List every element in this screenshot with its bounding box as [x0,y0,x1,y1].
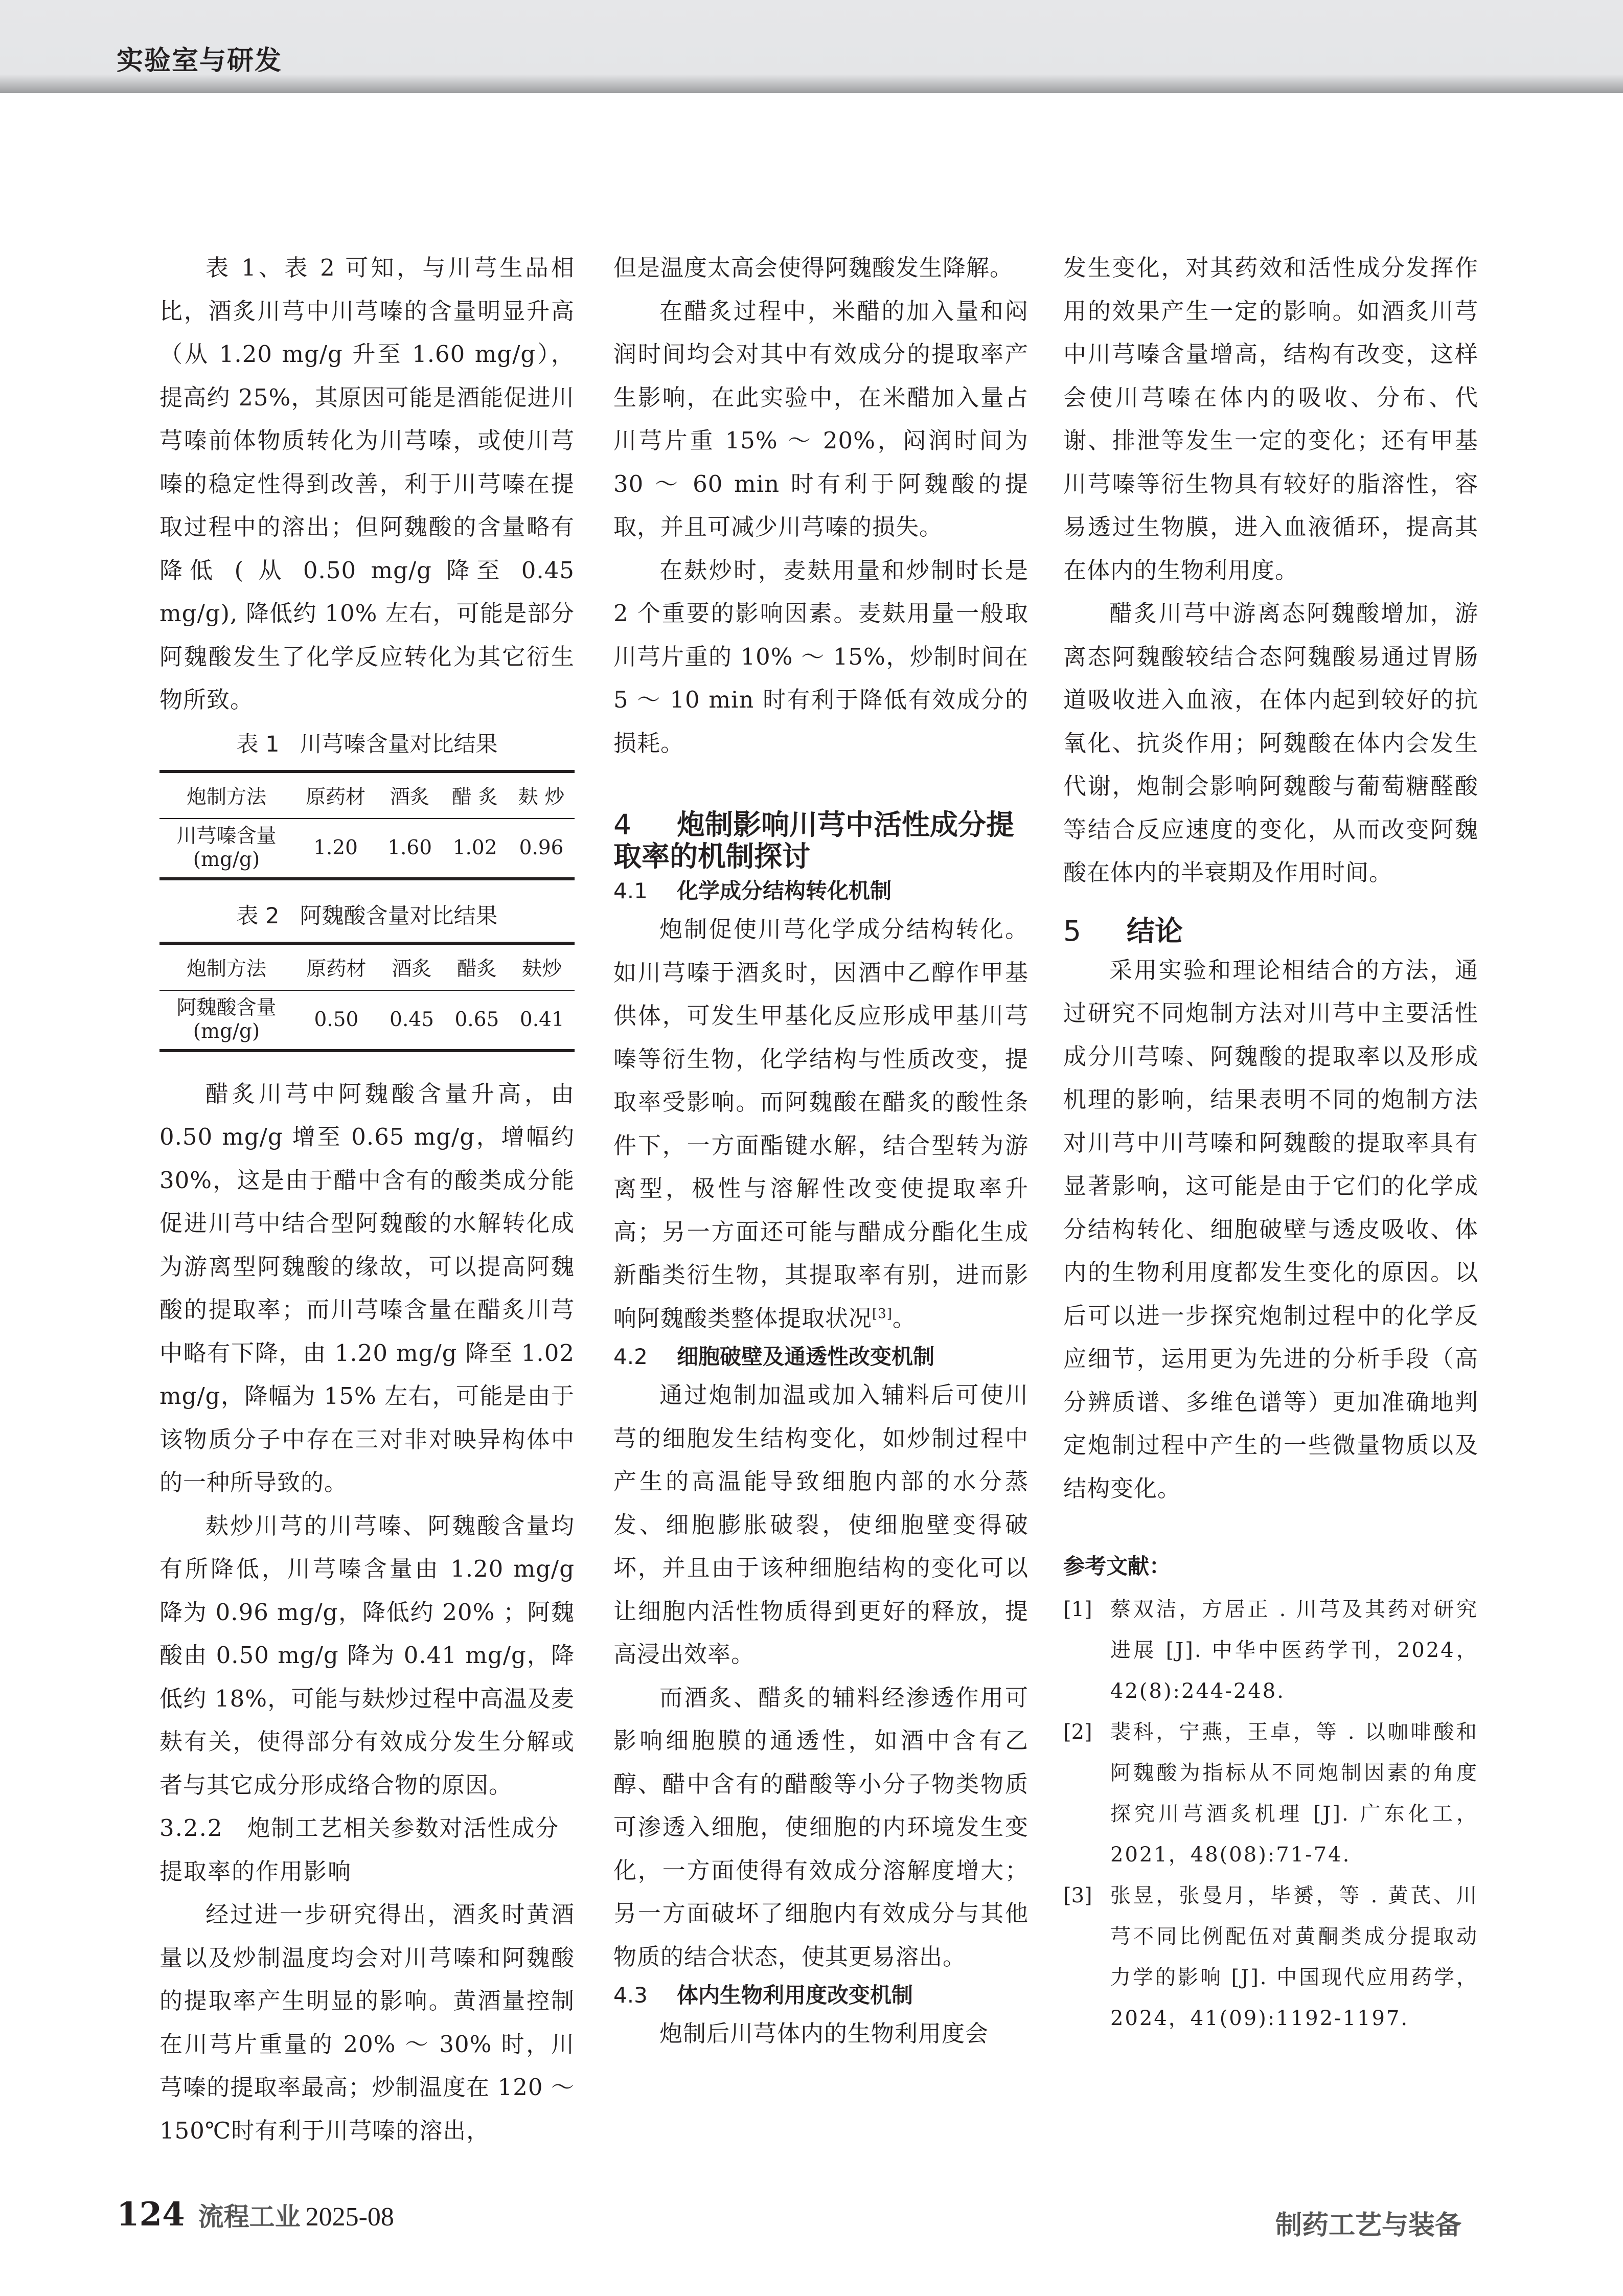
table2-caption [159,901,575,931]
reference-number: [2] [1063,1720,1092,1744]
table2-cell-vinegar: 0.65 [454,1008,499,1031]
page-header-band [0,0,1623,93]
references-list [1063,1589,1478,2039]
section-heading-5 [1063,915,1478,947]
page-number: 124 [117,2195,185,2234]
paragraph-free-ferulic-acid: 醋炙川芎中游离态阿魏酸增加，游离态阿魏酸较结合态阿魏酸易通过胃肠道吸收进入血液，在体内起到较好的抗氧化、抗炎作用；阿魏酸在体内会发生代谢，炮制会影响阿魏酸与葡萄糖醛酸等结合反应速度的变化，从而改变阿魏酸在体内的半衰期及作用时间。 [1063,600,1478,886]
paragraph-bran-analysis: 麸炒川芎的川芎嗪、阿魏酸含量均有所降低，川芎嗪含量由 1.20 mg/g 降为 0.96 mg/g，降低约 20% ；阿魏酸由 0.50 mg/g 降为 0.41 mg/g，降低约 18%，可能与麸炒过程中高温及麦麸有关，使得部分有效成分发生分解或者与其它成分形成络合物的原因。 [159,1512,575,1799]
paragraph-temperature-note: 但是温度太高会使得阿魏酸发生降解。 [613,254,1014,281]
paragraph-permeability: 而酒炙、醋炙的辅料经渗透作用可影响细胞膜的通透性，如酒中含有乙醇、醋中含有的醋酸等小分子物类物质可渗透入细胞，使细胞的内环境发生变化，一方面使得有效成分溶解度增大；另一方面破坏了细胞内有效成分与其他物质的结合状态，使其更易溶出。 [613,1684,1028,1970]
table1-cell-bran: 0.96 [519,836,564,859]
table1-header-bran: 麸 炒 [518,785,565,809]
issue-date: 2025-08 [305,2202,394,2232]
paragraph-table-analysis: 表 1、表 2 可知，与川芎生品相比，酒炙川芎中川芎嗪的含量明显升高（从 1.20 mg/g 升至 1.60 mg/g），提高约 25%，其原因可能是酒能促进川芎嗪前体物质转化为川芎嗪，或使川芎嗪的稳定性得到改善，利于川芎嗪在提取过程中的溶出；但阿魏酸的含量略有降低 ( 从 0.50 mg/g 降至 0.45 mg/g), 降低约 10% 左右，可能是部分阿魏酸发生了化学反应转化为其它衍生物所致。 [159,254,575,713]
table2-header-vinegar: 醋炙 [456,957,497,981]
table1-cell-raw: 1.20 [313,836,358,859]
section-4-title: 炮制影响川芎中活性成分提取率的机制探讨 [613,808,1015,873]
paragraph-structure-transformation [613,908,1028,1340]
reference-item [1063,1875,1478,2039]
paragraph-bioavailability-start: 炮制后川芎体内的生物利用度会 [659,2020,989,2047]
citation-3[interactable]: [3] [872,1306,893,1322]
table1-header-vinegar: 醋 炙 [451,785,498,809]
table1-header-wine: 酒炙 [390,785,430,809]
table1-cell-wine: 1.60 [387,836,432,859]
table1-header-row [159,771,575,819]
right-column [1063,246,1478,2039]
table1-row-label-unit: (mg/g) [193,848,260,871]
table2-header-row [159,943,575,990]
table2-caption-title: 阿魏酸含量对比结果 [300,903,498,929]
page-footer-left [117,2195,394,2234]
table2-header-raw: 原药材 [306,957,367,981]
reference-text: 张昱，张曼月，毕赟，等 . 黄芪、川芎不同比例配伍对黄酮类成分提取动力学的影响 [J]. 中国现代应用药学，2024，41(09):1192-1197. [1110,1884,1478,2030]
table1-caption-number: 表 1 [236,731,280,757]
references-heading: 参考文献： [1063,1554,1171,1579]
subsection-4-2-number: 4.2 [613,1344,648,1369]
table1-header-raw: 原药材 [306,785,366,809]
table1-caption-title: 川芎嗪含量对比结果 [300,731,498,757]
paragraph-structure-end: 。 [892,1304,916,1332]
table1-caption [159,729,575,760]
paragraph-vinegar-process: 在醋炙过程中，米醋的加入量和闷润时间均会对其中有效成分的提取率产生影响，在此实验中，在米醋加入量占川芎片重 15% ～ 20%，闷润时间为 30 ～ 60 min 时有利于阿魏酸的提取，并且可减少川芎嗪的损失。 [613,297,1028,540]
table2-ferulic-acid [159,942,575,1052]
paragraph-bioavailability-cont: 发生变化，对其药效和活性成分发挥作用的效果产生一定的影响。如酒炙川芎中川芎嗪含量增高，结构有改变，这样会使川芎嗪在体内的吸收、分布、代谢、排泄等发生一定的变化；还有甲基川芎嗪等衍生物具有较好的脂溶性，容易透过生物膜，进入血液循环，提高其在体内的生物利用度。 [1063,254,1478,584]
column-name: 制药工艺与装备 [1275,2210,1462,2241]
paragraph-bran-process: 在麸炒时，麦麸用量和炒制时长是 2 个重要的影响因素。麦麸用量一般取川芎片重的 10% ～ 15%，炒制时间在 5 ～ 10 min 时有利于降低有效成分的损耗。 [613,556,1028,757]
subsection-4-1-number: 4.1 [613,878,648,903]
table2-caption-number: 表 2 [236,903,280,929]
paragraph-structure-text: 炮制促使川芎化学成分结构转化。如川芎嗪于酒炙时，因酒中乙醇作甲基供体，可发生甲基化反应形成甲基川芎嗪等衍生物，化学结构与性质改变，提取率受影响。而阿魏酸在醋炙的酸性条件下，一方面酯键水解，结合型转为游离型，极性与溶解性改变使提取率升高；另一方面还可能与醋成分酯化生成新酯类衍生物，其提取率有别，进而影响阿魏酸类整体提取状况 [613,916,1028,1332]
table1-row [159,819,575,879]
table1-header-method: 炮制方法 [186,785,266,809]
table1-row-label-name: 川芎嗪含量 [176,824,277,848]
left-column [159,246,575,2152]
section-heading-4 [613,809,1028,872]
subsection-4-1-title: 化学成分结构转化机制 [677,878,892,903]
subsection-heading-3-2-2: 3.2.2 炮制工艺相关参数对活性成分提取率的作用影响 [159,1814,560,1885]
table1-ligustrazine [159,770,575,880]
paragraph-conclusion: 采用实验和理论相结合的方法，通过研究不同炮制方法对川芎中主要活性成分川芎嗪、阿魏酸的提取率以及形成机理的影响，结果表明不同的炮制方法对川芎中川芎嗪和阿魏酸的提取率具有显著影响，这可能是由于它们的化学成分结构转化、细胞破壁与透皮吸收、体内的生物利用度都发生变化的原因。以后可以进一步探究炮制过程中的化学反应细节，运用更为先进的分析手段（高分辨质谱、多维色谱等）更加准确地判定炮制过程中产生的一些微量物质以及结构变化。 [1063,956,1478,1502]
paragraph-vinegar-analysis: 醋炙川芎中阿魏酸含量升高，由 0.50 mg/g 增至 0.65 mg/g，增幅约 30%，这是由于醋中含有的酸类成分能促进川芎中结合型阿魏酸的水解转化成为游离型阿魏酸的缘故，可以提高阿魏酸的提取率；而川芎嗪含量在醋炙川芎中略有下降，由 1.20 mg/g 降至 1.02 mg/g，降幅为 15% 左右，可能是由于该物质分子中存在三对非对映异构体中的一种所导致的。 [159,1080,575,1496]
paragraph-process-parameters: 经过进一步研究得出，酒炙时黄酒量以及炒制温度均会对川芎嗪和阿魏酸的提取率产生明显的影响。黄酒量控制在川芎片重量的 20% ～ 30% 时，川芎嗪的提取率最高；炒制温度在 120 ～ 150℃时有利于川芎嗪的溶出， [159,1901,575,2144]
subsection-heading-4-3 [613,1979,1028,2012]
table2-header-bran: 麸炒 [522,957,562,981]
table2-cell-wine: 0.45 [390,1008,434,1031]
table2-cell-raw: 0.50 [314,1008,359,1031]
table2-row [159,990,575,1051]
table2-row-label [159,990,293,1051]
table2-row-label-name: 阿魏酸含量 [176,996,277,1019]
section-5-title: 结论 [1127,914,1183,947]
reference-item [1063,1589,1478,1712]
reference-number: [3] [1063,1884,1092,1907]
section-5-number: 5 [1063,914,1081,947]
journal-name: 流程工业 [198,2201,301,2232]
table2-cell-bran: 0.41 [519,1008,564,1031]
reference-number: [1] [1063,1598,1092,1621]
subsection-heading-4-2 [613,1340,1028,1374]
reference-item [1063,1712,1478,1875]
paragraph-cell-wall: 通过炮制加温或加入辅料后可使川芎的细胞发生结构变化，如炒制过程中产生的高温能导致细胞内部的水分蒸发、细胞膨胀破裂，使细胞壁变得破坏，并且由于该种细胞结构的变化可以让细胞内活性物质得到更好的释放，提高浸出效率。 [613,1381,1028,1668]
table2-header-method: 炮制方法 [186,957,266,981]
table1-row-label [159,819,293,879]
subsection-4-3-title: 体内生物利用度改变机制 [677,1983,913,2008]
reference-text: 蔡双洁，方居正 . 川芎及其药对研究进展 [J]. 中华中医药学刊，2024，42(8):244-248. [1110,1598,1478,1703]
middle-column [613,246,1028,2056]
reference-text: 裴科，宁燕，王卓，等 . 以咖啡酸和阿魏酸为指标从不同炮制因素的角度探究川芎酒炙机理 [J]. 广东化工，2021，48(08):71-74. [1110,1720,1478,1867]
subsection-4-2-title: 细胞破壁及通透性改变机制 [677,1344,935,1369]
table1-cell-vinegar: 1.02 [452,836,497,859]
table2-row-label-unit: (mg/g) [193,1019,260,1043]
subsection-4-3-number: 4.3 [613,1983,648,2008]
table2-header-wine: 酒炙 [392,957,432,981]
section-category-title: 实验室与研发 [117,46,283,76]
subsection-heading-4-1 [613,874,1028,908]
section-4-number: 4 [613,808,631,841]
